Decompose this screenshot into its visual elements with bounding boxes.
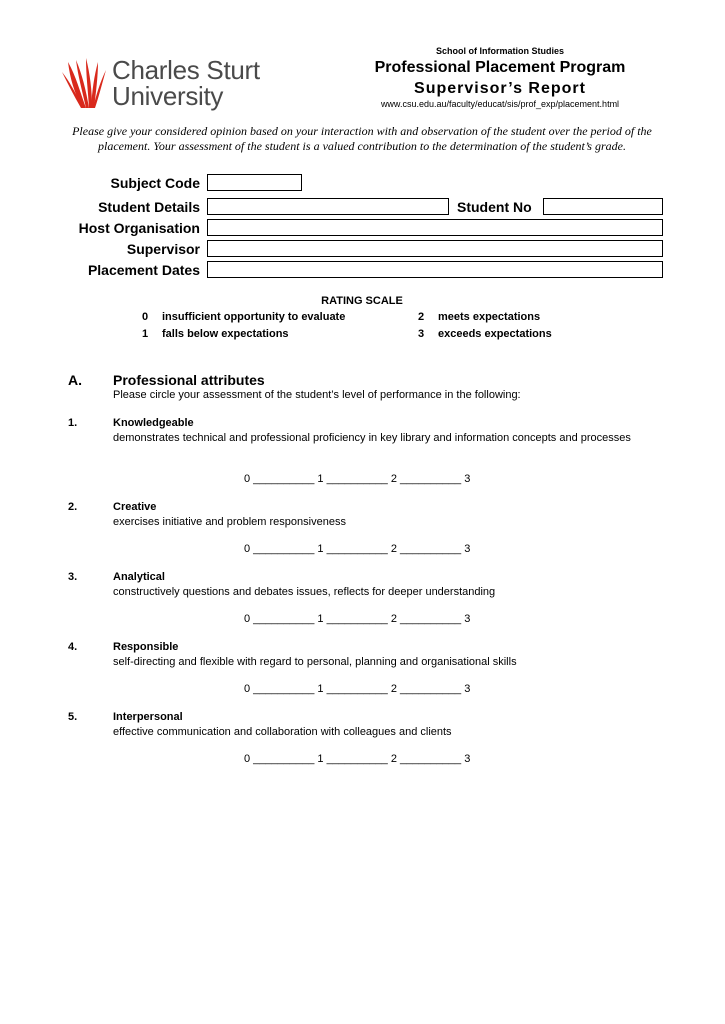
subject-code-field[interactable] [207, 174, 302, 191]
section-title: Professional attributes [113, 372, 265, 388]
rating-scale-title: RATING SCALE [321, 295, 403, 307]
rating-scale-line[interactable]: 0 __________ 1 __________ 2 __________ 3 [244, 683, 471, 695]
rating-num: 2 [418, 311, 425, 323]
rating-text: insufficient opportunity to evaluate [162, 311, 346, 323]
student-details-label: Student Details [98, 199, 200, 215]
rating-text: meets expectations [438, 311, 541, 323]
logo-text-line1: Charles Sturt [112, 55, 260, 85]
host-organisation-label: Host Organisation [78, 220, 200, 236]
student-details-field[interactable] [207, 198, 449, 215]
rating-text: falls below expectations [162, 328, 289, 340]
program-title: Professional Placement Program [374, 59, 626, 76]
item-title: Analytical [113, 571, 165, 583]
item-title: Creative [113, 501, 157, 513]
waratah-flame-icon [62, 58, 108, 110]
item-number: 2. [68, 501, 78, 513]
item-title: Knowledgeable [113, 417, 194, 429]
item-number: 5. [68, 711, 78, 723]
csu-logo [62, 56, 262, 112]
item-title: Interpersonal [113, 711, 183, 723]
supervisor-field[interactable] [207, 240, 663, 257]
program-url: www.csu.edu.au/faculty/educat/sis/prof_exp/placement.html [380, 99, 620, 109]
item-number: 4. [68, 641, 78, 653]
logo-text-line2: University [112, 81, 224, 111]
item-description: demonstrates technical and professional proficiency in key library and information concepts and processes [113, 432, 631, 444]
instructions-text: Please give your considered opinion based on your interaction with and observation of the student over the period of the placement. Your assessment of the student is a valued contribution to the determination of the student’s grade. [72, 124, 652, 153]
item-number: 1. [68, 417, 78, 429]
placement-dates-field[interactable] [207, 261, 663, 278]
rating-num: 1 [142, 328, 149, 340]
supervisor-label: Supervisor [126, 241, 200, 257]
student-no-label: Student No [457, 199, 532, 215]
subject-code-label: Subject Code [110, 175, 200, 191]
item-description: self-directing and flexible with regard to personal, planning and organisational skills [113, 656, 517, 668]
item-number: 3. [68, 571, 78, 583]
item-title: Responsible [113, 641, 179, 653]
item-description: exercises initiative and problem responsiveness [113, 516, 346, 528]
item-description: effective communication and collaboration with colleagues and clients [113, 726, 452, 738]
section-letter: A. [68, 372, 82, 388]
school-name: School of Information Studies [436, 46, 564, 56]
host-organisation-field[interactable] [207, 219, 663, 236]
section-instructions: Please circle your assessment of the student’s level of performance in the following: [113, 389, 521, 401]
rating-text: exceeds expectations [438, 328, 552, 340]
placement-dates-label: Placement Dates [87, 262, 200, 278]
student-no-field[interactable] [543, 198, 663, 215]
rating-scale-line[interactable]: 0 __________ 1 __________ 2 __________ 3 [244, 473, 471, 485]
rating-scale-line[interactable]: 0 __________ 1 __________ 2 __________ 3 [244, 613, 471, 625]
rating-scale-line[interactable]: 0 __________ 1 __________ 2 __________ 3 [244, 543, 471, 555]
rating-num: 3 [418, 328, 425, 340]
rating-num: 0 [142, 311, 149, 323]
item-description: constructively questions and debates issues, reflects for deeper understanding [113, 586, 496, 598]
report-title: Supervisor’s Report [414, 80, 586, 97]
rating-scale-line[interactable]: 0 __________ 1 __________ 2 __________ 3 [244, 753, 471, 765]
